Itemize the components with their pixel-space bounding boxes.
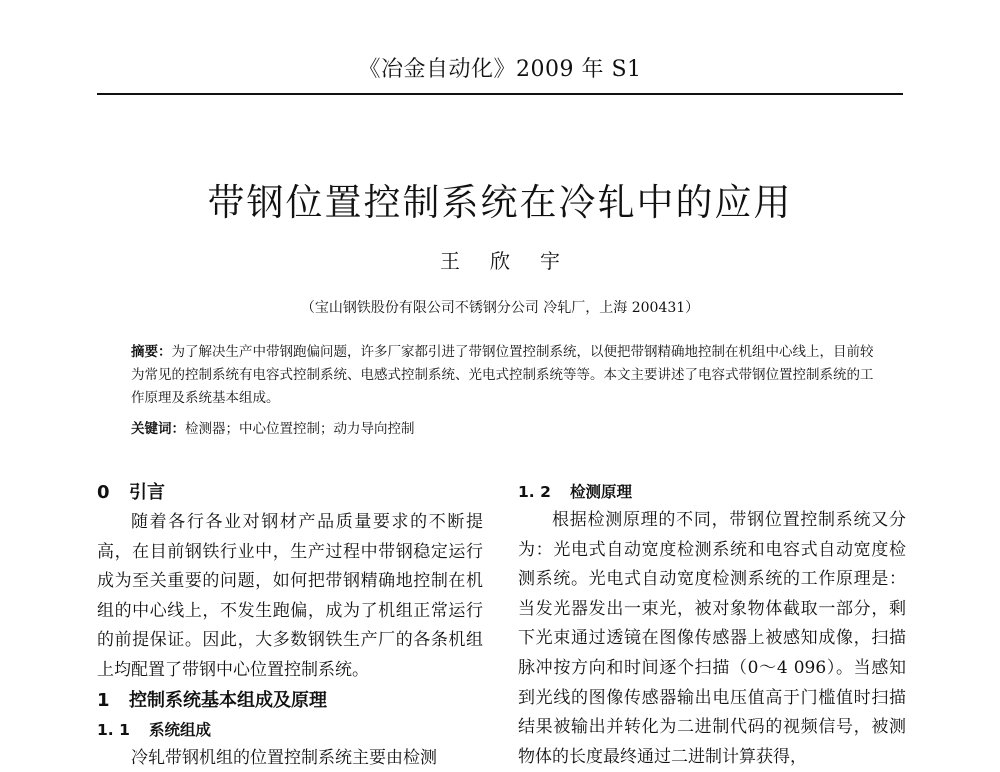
section-1-1-title: 系统组成 [149,720,212,739]
section-0-title: 引言 [129,482,165,503]
header-rule [97,93,903,95]
left-column [97,478,483,770]
section-1-1-heading [97,716,483,744]
article-title: 带钢位置控制系统在冷轧中的应用 [207,181,793,224]
section-0-paragraph: 随着各行各业对钢材产品质量要求的不断提高，在目前钢铁行业中，生产过程中带钢稳定运行成为至关重要的问题，如何把带钢精确地控制在机组的中心线上，不发生跑偏，成为了机组正常运行的前提保证。因此，大多数钢铁生产厂的各条机组上均配置了带钢中心位置控制系统。 [97,512,483,680]
section-1-2-paragraph: 根据检测原理的不同，带钢位置控制系统又分为：光电式自动宽度检测系统和电容式自动宽度检测系统。光电式自动宽度检测系统的工作原理是：当发光器发出一束光，被对象物体截取一部分，剩下光束通过透镜在图像传感器上被感知成像，扫描脉冲按方向和时间逐个扫描（0～4 096）。当感知到光线的图像传感器输出电压值高于门槛值时扫描结果被输出并转化为二进制代码的视频信号，被测物体的长度最终通过二进制计算获得， [518,510,906,767]
article-affiliation: （宝山钢铁股份有限公司不锈钢分公司 冷轧厂，上海 200431） [300,300,700,316]
journal-header: 《冶金自动化》2009 年 S1 [358,57,642,82]
right-column [518,478,906,772]
abstract-label: 摘要： [131,344,172,360]
section-1-2-heading [518,478,906,506]
section-1-2-title: 检测原理 [570,483,633,501]
keywords-label: 关键词： [131,421,185,437]
keywords [131,418,876,441]
section-1-number: 1 [97,689,110,711]
section-0-heading [97,478,483,508]
article-author: 王欣宇 [440,249,590,273]
keywords-text: 检测器；中心位置控制；动力导向控制 [185,421,415,437]
abstract [131,341,876,410]
section-1-2-number: 1. 2 [518,483,551,501]
abstract-text: 为了解决生产中带钢跑偏问题，许多厂家都引进了带钢位置控制系统，以便把带钢精确地控制在机组中心线上，目前较为常见的控制系统有电容式控制系统、电感式控制系统、光电式控制系统等等。本文主要讲述了电容式带钢位置控制系统的工作原理及系统基本组成。 [131,344,874,406]
section-1-1-paragraph: 冷轧带钢机组的位置控制系统主要由检测 [131,747,437,768]
section-1-heading [97,686,483,716]
section-1-title: 控制系统基本组成及原理 [129,689,327,711]
section-0-number: 0 [97,482,110,503]
section-1-1-number: 1. 1 [97,720,130,739]
